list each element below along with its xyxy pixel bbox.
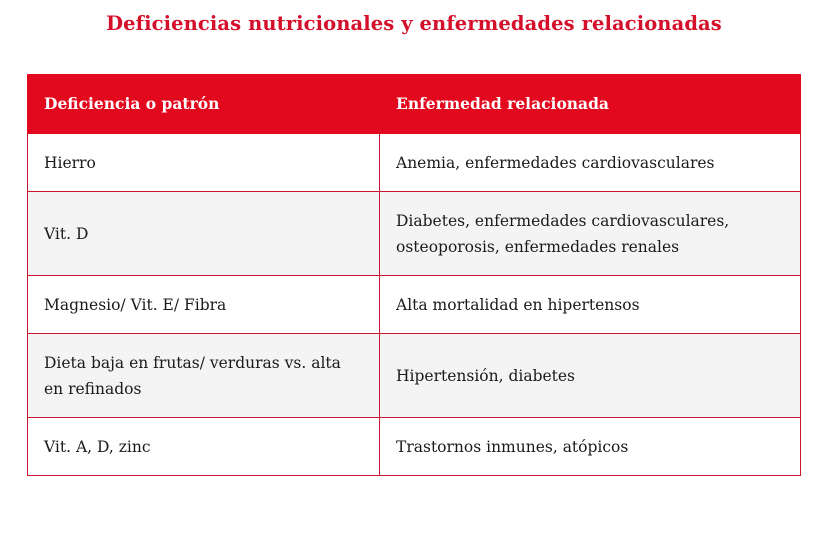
table-cell-disease: Anemia, enfermedades cardiovasculares <box>380 134 801 192</box>
table-cell-disease: Trastornos inmunes, atópicos <box>380 418 801 476</box>
column-header-deficiency: Deficiencia o patrón <box>28 75 380 134</box>
table-cell-deficiency: Magnesio/ Vit. E/ Fibra <box>28 276 380 334</box>
table-cell-deficiency: Vit. D <box>28 192 380 276</box>
table-cell-disease: Diabetes, enfermedades cardiovasculares, osteoporosis, enfermedades renales <box>380 192 801 276</box>
table-cell-disease: Hipertensión, diabetes <box>380 334 801 418</box>
table-cell-deficiency: Dieta baja en frutas/ verduras vs. alta en refinados <box>28 334 380 418</box>
table-row <box>28 418 801 476</box>
table-cell-deficiency: Vit. A, D, zinc <box>28 418 380 476</box>
column-header-disease: Enfermedad relacionada <box>380 75 801 134</box>
table-header-row <box>28 75 801 134</box>
deficiency-table <box>27 74 801 476</box>
table-row <box>28 334 801 418</box>
table-cell-deficiency: Hierro <box>28 134 380 192</box>
page-title: Deficiencias nutricionales y enfermedades relacionadas <box>106 12 722 35</box>
table-row <box>28 134 801 192</box>
table-cell-disease: Alta mortalidad en hipertensos <box>380 276 801 334</box>
table-row <box>28 192 801 276</box>
table-row <box>28 276 801 334</box>
